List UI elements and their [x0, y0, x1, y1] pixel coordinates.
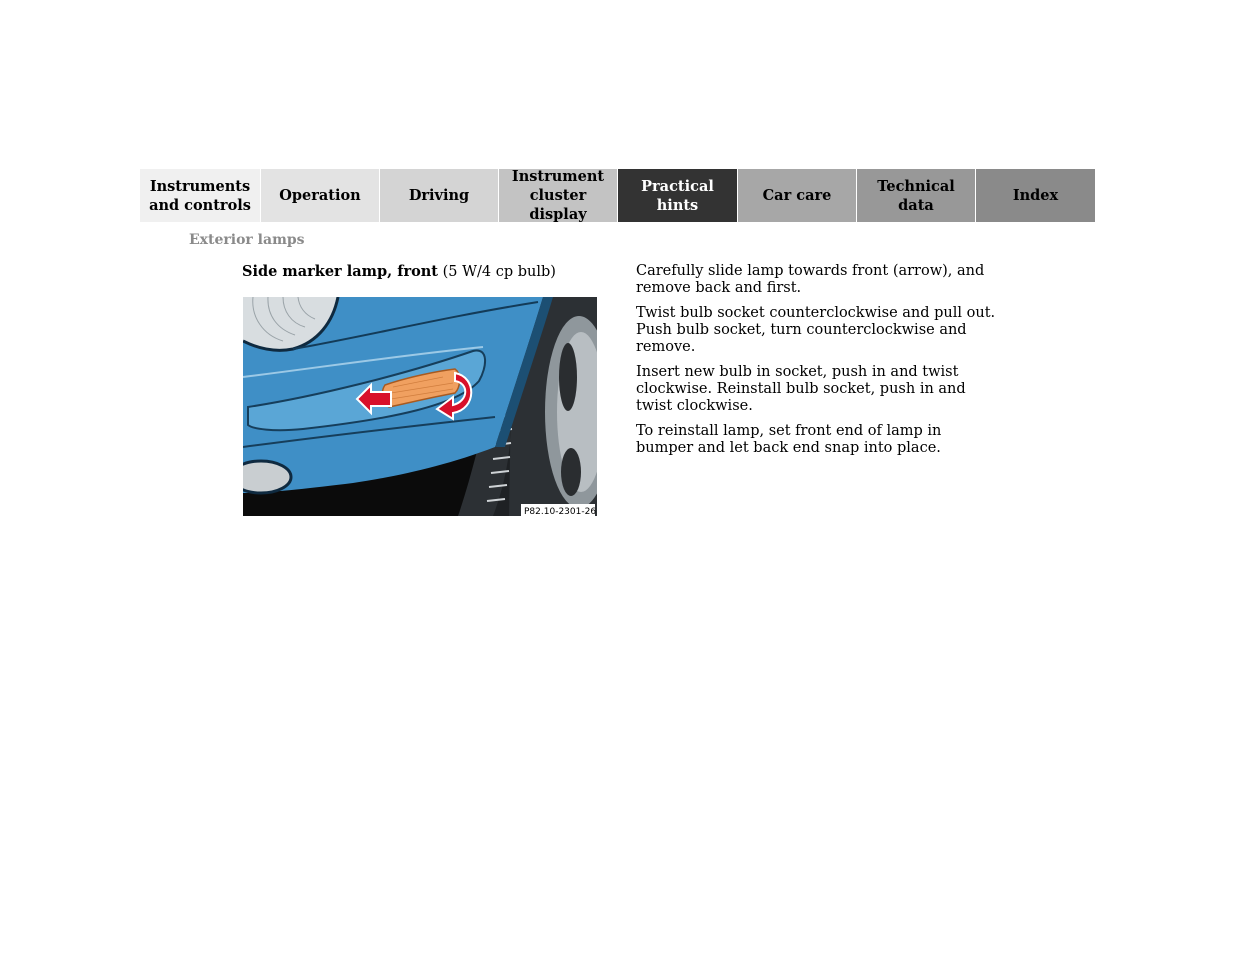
tab-car-care[interactable] — [737, 169, 856, 222]
section-title: Exterior lamps — [189, 232, 305, 248]
step-paragraph: Insert new bulb in socket, push in and twist clockwise. Reinstall bulb socket, push in and twist clockwise. — [636, 364, 966, 414]
lamp-heading-spec: (5 W/4 cp bulb) — [438, 264, 556, 280]
tab-label: Index — [1012, 187, 1059, 204]
tab-index[interactable] — [975, 169, 1095, 222]
side-marker-illustration — [243, 297, 597, 516]
tab-label: Instrument cluster display — [511, 168, 605, 223]
lamp-heading-bold: Side marker lamp, front — [242, 263, 438, 280]
tab-instruments-and-controls[interactable] — [140, 169, 260, 222]
step-paragraph: To reinstall lamp, set front end of lamp in bumper and let back end snap into place. — [636, 423, 942, 456]
lamp-heading — [242, 263, 556, 280]
tab-label: Driving — [408, 187, 470, 204]
step-paragraph: Carefully slide lamp towards front (arrow), and remove back and first. — [636, 263, 985, 296]
tab-instrument-cluster-display[interactable] — [498, 169, 617, 222]
tab-technical-data[interactable] — [856, 169, 975, 222]
tab-operation[interactable] — [260, 169, 379, 222]
tab-label: Instruments and controls — [149, 177, 251, 214]
tab-label: Practical hints — [641, 177, 714, 214]
section-nav — [140, 169, 1095, 222]
tab-practical-hints[interactable] — [617, 169, 737, 222]
step-paragraph: Twist bulb socket counterclockwise and pull out. Push bulb socket, turn counterclockwise and remove. — [636, 305, 996, 355]
instruction-steps — [636, 263, 996, 465]
figure-code: P82.10-2301-26 — [524, 507, 597, 516]
tab-label: Technical data — [877, 177, 955, 214]
tab-label: Car care — [762, 187, 832, 204]
tab-label: Operation — [279, 187, 361, 204]
tab-driving[interactable] — [379, 169, 498, 222]
